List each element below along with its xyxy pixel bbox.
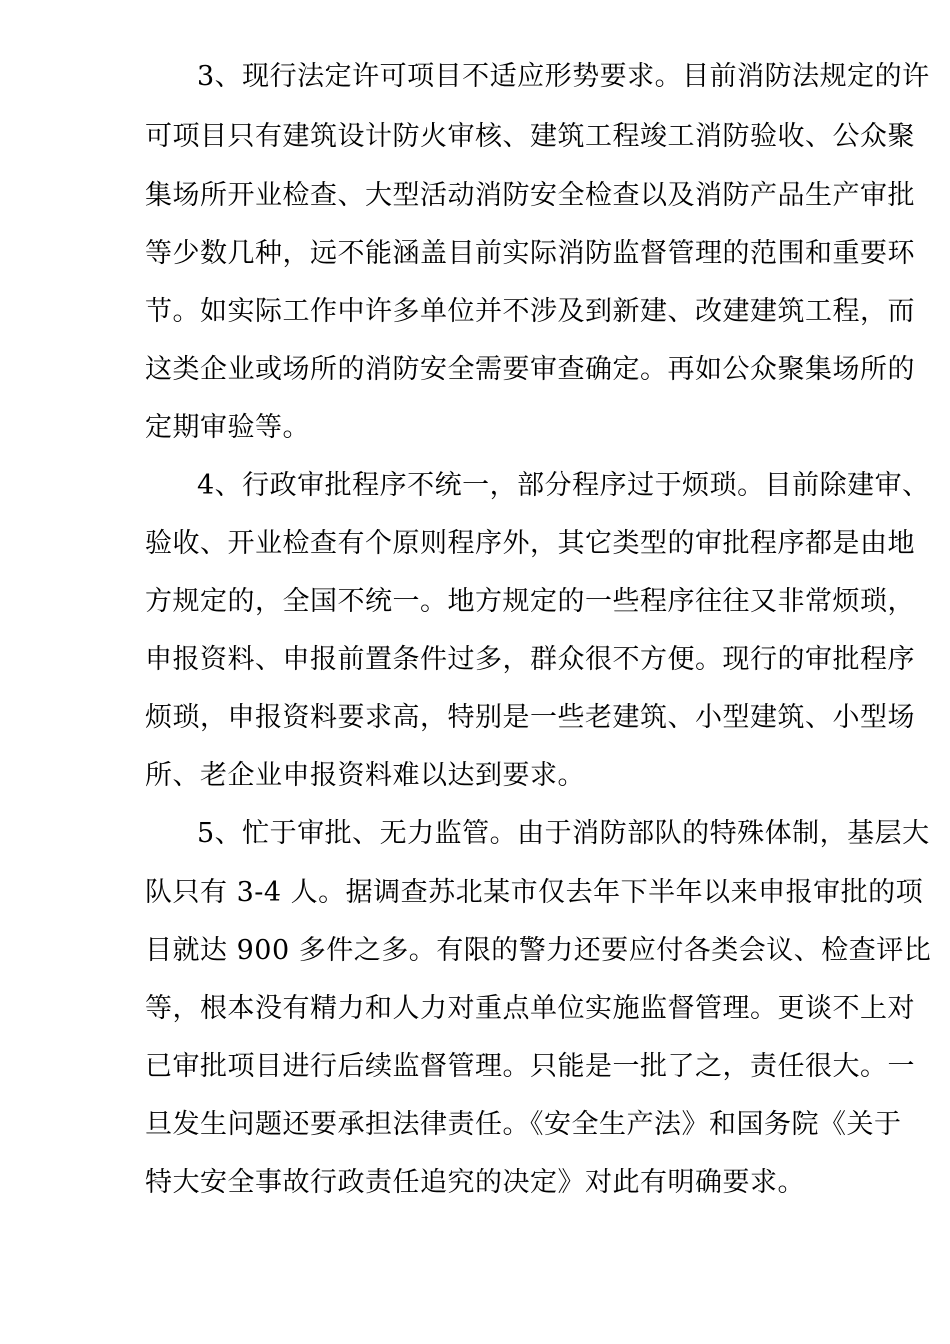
text-line: 旦发生问题还要承担法律责任。《安全生产法》和国务院《关于 — [145, 1109, 902, 1140]
text-line: 烦琐，申报资料要求高，特别是一些老建筑、小型建筑、小型场 — [145, 702, 915, 733]
text-line: 5、忙于审批、无力监管。由于消防部队的特殊体制，基层大 — [197, 818, 930, 849]
text-line: 特大安全事故行政责任追究的决定》对此有明确要求。 — [145, 1167, 805, 1198]
text-line: 定期审验等。 — [145, 412, 310, 443]
text-line: 验收、开业检查有个原则程序外，其它类型的审批程序都是由地 — [145, 528, 915, 559]
text-line: 目就达 900 多件之多。有限的警力还要应付各类会议、检查评比 — [145, 935, 932, 966]
text-line: 等少数几种，远不能涵盖目前实际消防监督管理的范围和重要环 — [145, 238, 915, 269]
text-line: 节。如实际工作中许多单位并不涉及到新建、改建建筑工程，而 — [145, 296, 915, 327]
text-line: 3、现行法定许可项目不适应形势要求。目前消防法规定的许 — [197, 61, 930, 92]
text-line: 等，根本没有精力和人力对重点单位实施监督管理。更谈不上对 — [145, 993, 915, 1024]
text-line: 可项目只有建筑设计防火审核、建筑工程竣工消防验收、公众聚 — [145, 121, 915, 152]
text-line: 集场所开业检查、大型活动消防安全检查以及消防产品生产审批 — [145, 180, 915, 211]
text-line: 所、老企业申报资料难以达到要求。 — [145, 760, 585, 791]
text-line: 已审批项目进行后续监督管理。只能是一批了之，责任很大。一 — [145, 1051, 915, 1082]
text-line: 方规定的，全国不统一。地方规定的一些程序往往又非常烦琐， — [145, 586, 915, 617]
text-line: 申报资料、申报前置条件过多，群众很不方便。现行的审批程序 — [145, 644, 915, 675]
text-line: 4、行政审批程序不统一，部分程序过于烦琐。目前除建审、 — [197, 470, 930, 501]
text-line: 队只有 3-4 人。据调查苏北某市仅去年下半年以来申报审批的项 — [145, 877, 924, 908]
text-line: 这类企业或场所的消防安全需要审查确定。再如公众聚集场所的 — [145, 354, 915, 385]
